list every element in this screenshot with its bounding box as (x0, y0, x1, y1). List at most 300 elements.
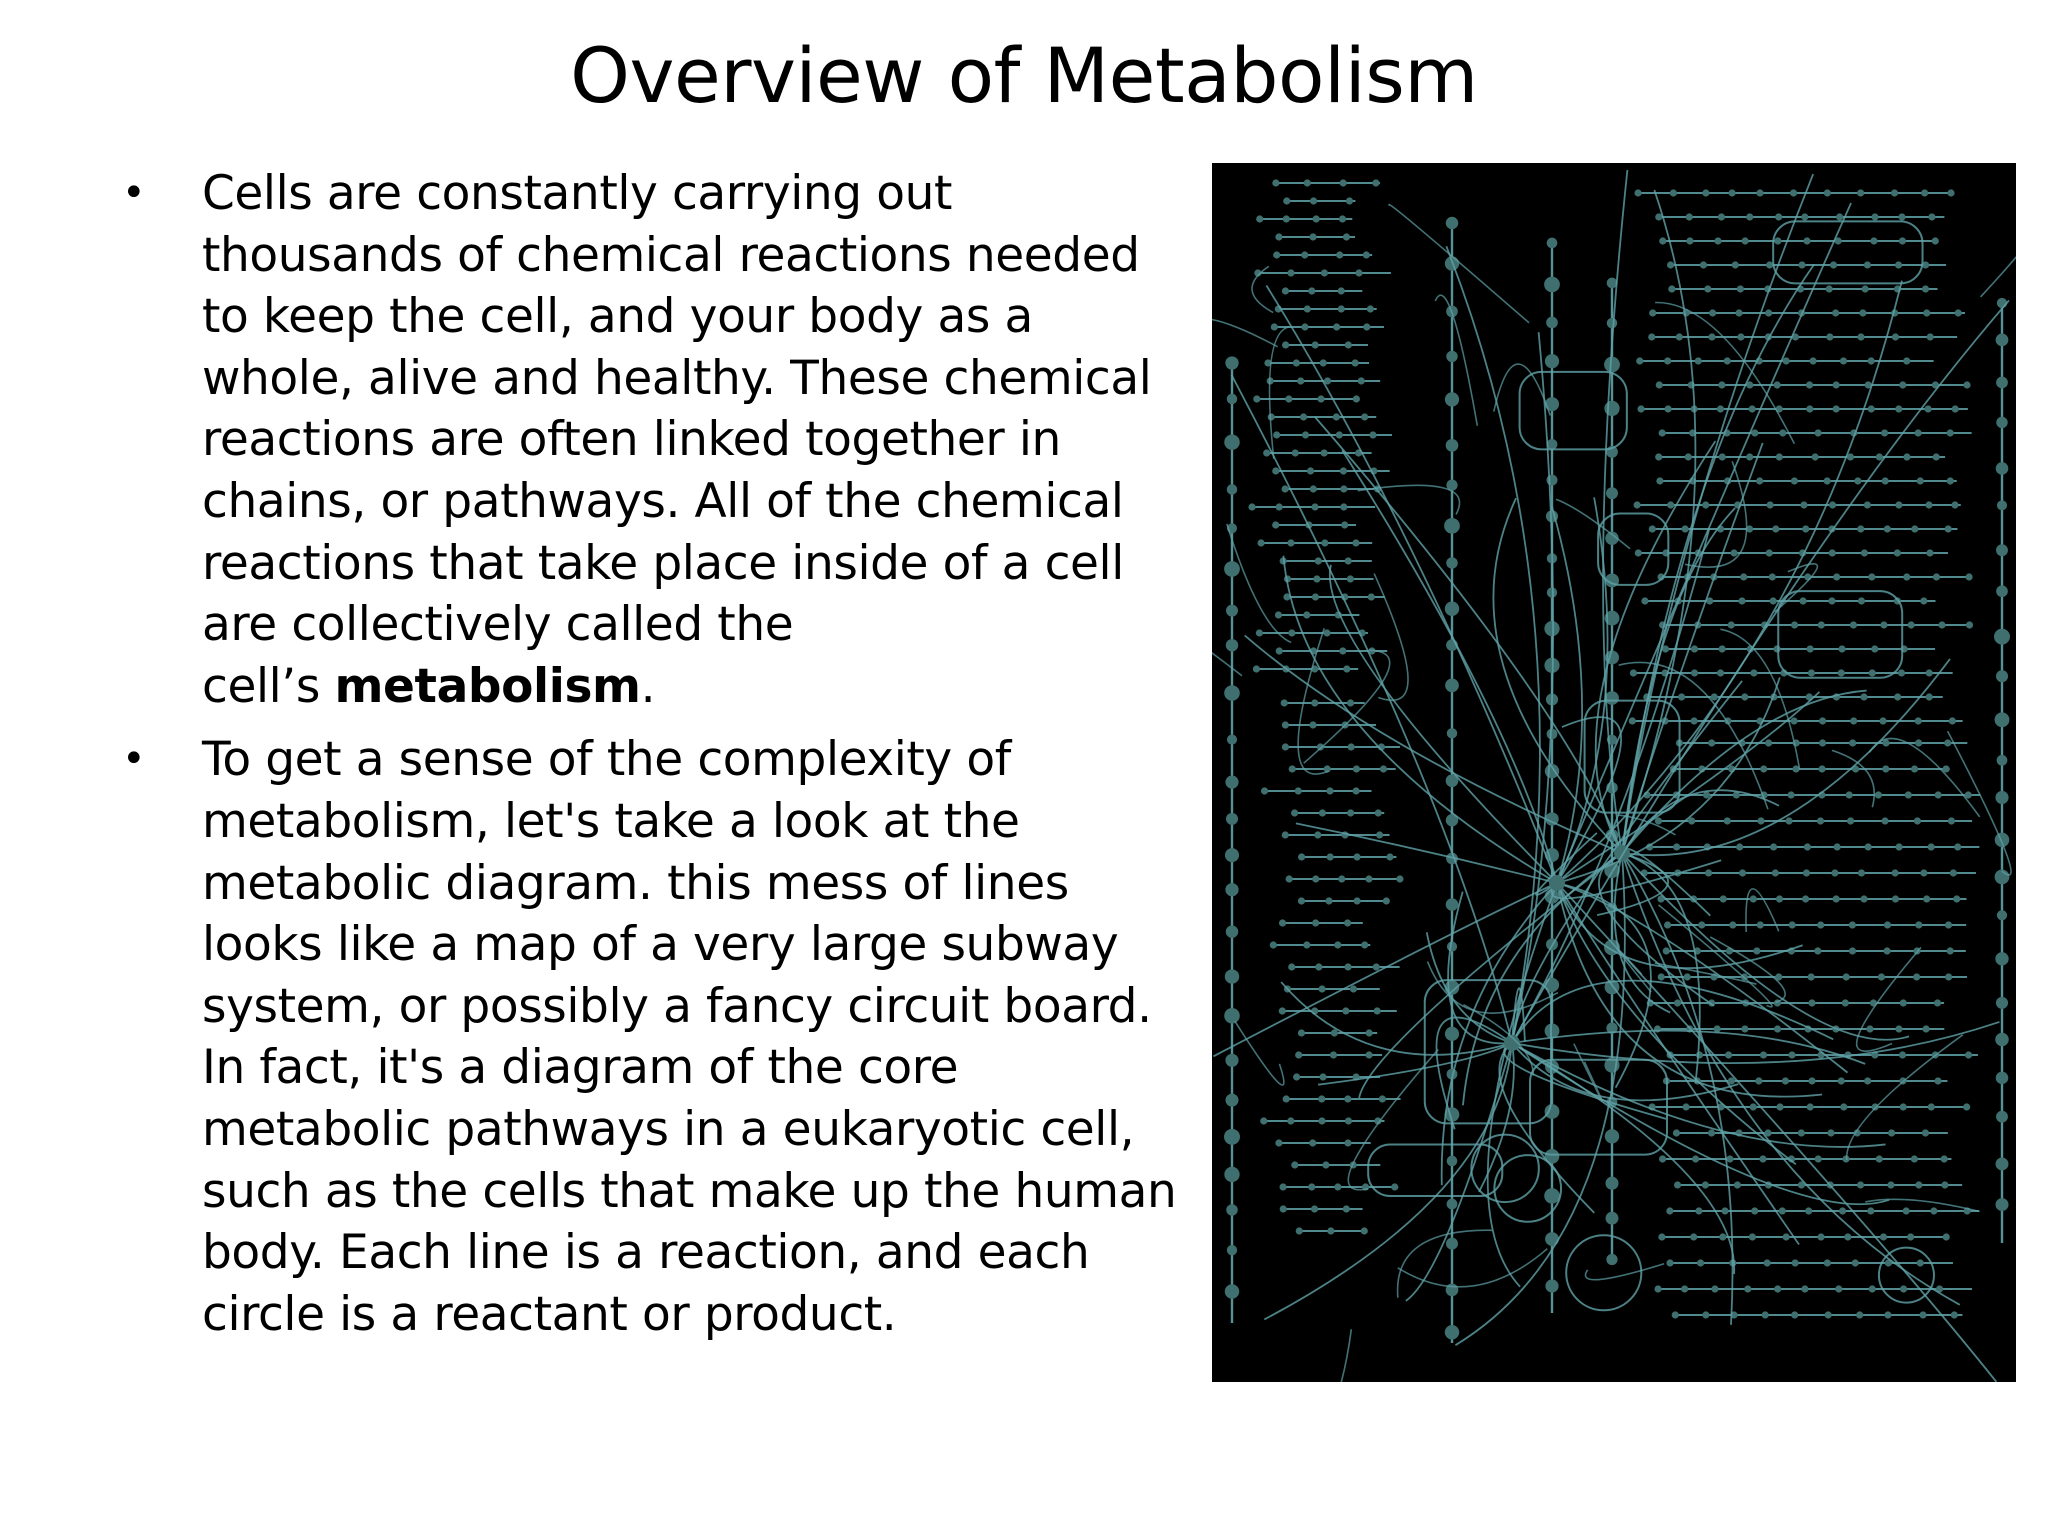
metabolite-node (1287, 269, 1294, 276)
metabolite-node (1300, 413, 1307, 420)
metabolite-node (1342, 1007, 1349, 1014)
metabolite-node (1447, 728, 1457, 738)
metabolite-node (1843, 973, 1850, 980)
metabolite-node (1314, 831, 1321, 838)
metabolite-node (1312, 341, 1319, 348)
metabolite-node (1839, 1207, 1846, 1214)
metabolite-node (1953, 895, 1960, 902)
bullet-text-prefix: cell’s (202, 658, 335, 714)
metabolite-node (1736, 843, 1743, 850)
metabolite-node (1735, 309, 1742, 316)
metabolite-node (1861, 549, 1868, 556)
metabolite-node (1798, 1129, 1805, 1136)
metabolite-node (1879, 717, 1886, 724)
metabolite-node (1880, 1233, 1887, 1240)
metabolite-node (1225, 356, 1238, 369)
metabolite-node (1996, 462, 2009, 475)
metabolite-node (1818, 621, 1825, 628)
metabolite-node (1995, 952, 2008, 965)
metabolite-node (1298, 897, 1305, 904)
metabolite-node (1827, 1129, 1834, 1136)
metabolite-node (1276, 647, 1283, 654)
metabolite-node (1310, 197, 1317, 204)
metabolite-node (1767, 501, 1774, 508)
metabolite-node (1923, 309, 1930, 316)
metabolite-node (1261, 787, 1268, 794)
metabolite-node (1824, 1259, 1831, 1266)
metabolite-node (1226, 1204, 1237, 1215)
bullet-text-line: such as the cells that make up the human (202, 1163, 1177, 1219)
reaction-curve (1446, 246, 1540, 1043)
metabolite-node (1739, 869, 1746, 876)
reaction-curve (1622, 659, 1950, 855)
metabolite-node (1253, 665, 1260, 672)
metabolite-node (1279, 919, 1286, 926)
metabolite-node (1340, 467, 1347, 474)
metabolite-node (1318, 1117, 1325, 1124)
metabolite-node (1248, 503, 1255, 510)
metabolite-node (1446, 351, 1457, 362)
metabolite-node (1833, 405, 1840, 412)
metabolite-node (1275, 233, 1282, 240)
metabolite-node (1947, 947, 1954, 954)
metabolite-node (1343, 233, 1350, 240)
metabolite-node (1852, 1259, 1859, 1266)
metabolite-node (1928, 1103, 1935, 1110)
metabolite-node (1353, 853, 1360, 860)
metabolite-node (1995, 791, 2008, 804)
metabolite-node (1870, 237, 1877, 244)
metabolite-node (1308, 1183, 1315, 1190)
metabolite-node (1750, 1103, 1757, 1110)
metabolite-node (1670, 189, 1677, 196)
metabolite-node (1891, 189, 1898, 196)
metabolite-node (1352, 539, 1359, 546)
bullet-icon: • (122, 736, 146, 783)
metabolite-node (1838, 669, 1845, 676)
pathway-cycle (1598, 514, 1668, 585)
metabolite-node (1317, 395, 1324, 402)
metabolite-node (1674, 1181, 1681, 1188)
metabolite-node (1327, 853, 1334, 860)
metabolite-node (1932, 237, 1939, 244)
metabolite-node (1446, 898, 1459, 911)
metabolite-node (1711, 693, 1718, 700)
metabolite-node (1445, 602, 1459, 616)
metabolite-node (1225, 883, 1238, 896)
metabolite-node (1350, 985, 1357, 992)
reaction-curve (1720, 629, 1799, 769)
metabolite-node (1864, 501, 1871, 508)
reaction-curve (1622, 691, 1867, 853)
metabolite-node (1340, 503, 1347, 510)
metabolite-node (1776, 895, 1783, 902)
metabolite-node (1380, 765, 1387, 772)
metabolite-node (1938, 621, 1945, 628)
metabolite-node (1318, 1095, 1325, 1102)
metabolite-node (1871, 213, 1878, 220)
metabolite-node (1996, 670, 2008, 682)
metabolite-node (1899, 1051, 1906, 1058)
metabolite-node (1276, 503, 1283, 510)
metabolite-node (1634, 501, 1641, 508)
metabolite-node (1900, 999, 1907, 1006)
metabolite-node (1934, 1077, 1941, 1084)
metabolite-node (1338, 305, 1345, 312)
metabolite-node (1772, 869, 1779, 876)
metabolite-node (1791, 717, 1798, 724)
metabolite-node (1702, 501, 1709, 508)
metabolite-node (1933, 573, 1940, 580)
metabolite-node (1718, 213, 1725, 220)
metabolite-node (1325, 897, 1332, 904)
metabolite-node (1373, 963, 1380, 970)
metabolite-node (1895, 405, 1902, 412)
metabolite-node (1270, 941, 1277, 948)
metabolite-node (1676, 333, 1683, 340)
bullet-text-line: body. Each line is a reaction, and each (202, 1225, 1090, 1281)
reaction-curve (1512, 1043, 1738, 1100)
reaction-curve (1857, 947, 1921, 1051)
metabolite-node (1225, 969, 1239, 983)
metabolite-node (1790, 189, 1797, 196)
metabolite-node (1311, 699, 1318, 706)
metabolite-node (1900, 1103, 1907, 1110)
metabolite-node (1344, 963, 1351, 970)
metabolite-node (1908, 621, 1915, 628)
metabolite-node (1376, 831, 1383, 838)
metabolite-node (1948, 817, 1955, 824)
metabolite-node (1996, 417, 2007, 428)
metabolite-node (1256, 215, 1263, 222)
metabolite-node (1344, 919, 1351, 926)
reaction-curve (1659, 905, 1772, 1007)
metabolite-node (1446, 557, 1458, 569)
metabolite-node (1333, 413, 1340, 420)
metabolite-node (1954, 843, 1961, 850)
metabolite-node (1824, 477, 1831, 484)
metabolite-node (1805, 1207, 1812, 1214)
metabolite-node (1850, 717, 1857, 724)
reaction-curve (1406, 1043, 1512, 1301)
metabolite-node (1292, 449, 1299, 456)
metabolite-node (1857, 525, 1864, 532)
metabolite-node (1629, 717, 1636, 724)
metabolite-node (1895, 261, 1902, 268)
reaction-curve (1556, 499, 1630, 549)
metabolite-node (1709, 309, 1716, 316)
metabolite-node (1271, 323, 1278, 330)
metabolite-node (1856, 1311, 1863, 1318)
metabolite-node (1348, 743, 1355, 750)
metabolite-node (1630, 669, 1637, 676)
metabolite-node (1686, 213, 1693, 220)
metabolite-node (1996, 1072, 2009, 1085)
metabolite-node (1800, 501, 1807, 508)
metabolite-node (1281, 485, 1288, 492)
metabolite-node (1696, 1051, 1703, 1058)
metabolite-node (1282, 287, 1289, 294)
metabolite-node (1319, 1073, 1326, 1080)
metabolite-node (1361, 413, 1368, 420)
metabolite-node (1684, 973, 1691, 980)
reaction-curve (1622, 853, 1733, 1325)
metabolite-node (1297, 377, 1304, 384)
metabolite-node (1911, 1155, 1918, 1162)
metabolite-node (1798, 261, 1805, 268)
metabolite-node (1903, 453, 1910, 460)
metabolite-node (1923, 895, 1930, 902)
metabolite-node (1363, 323, 1370, 330)
metabolite-node (1995, 833, 2010, 848)
metabolite-node (1374, 1007, 1381, 1014)
metabolite-node (1721, 1207, 1728, 1214)
metabolite-node (1352, 359, 1359, 366)
metabolite-node (1345, 341, 1352, 348)
metabolite-node (1318, 985, 1325, 992)
slide-title: Overview of Metabolism (570, 31, 1478, 120)
metabolite-node (1876, 453, 1883, 460)
metabolite-node (1789, 921, 1796, 928)
metabolite-node (1311, 1205, 1318, 1212)
metabolite-node (1343, 665, 1350, 672)
metabolite-node (1391, 1183, 1398, 1190)
metabolite-node (1900, 1285, 1907, 1292)
metabolite-node (1836, 213, 1843, 220)
pathway-cycle (1773, 221, 1922, 283)
metabolite-node (1312, 919, 1319, 926)
metabolite-node (1654, 1285, 1661, 1292)
metabolite-node (1997, 910, 2007, 920)
metabolite-node (1833, 573, 1840, 580)
metabolite-node (1728, 189, 1735, 196)
metabolite-node (1666, 1207, 1673, 1214)
metabolite-node (1717, 405, 1724, 412)
metabolite-node (1915, 717, 1922, 724)
metabolite-node (1762, 1311, 1769, 1318)
metabolite-node (1312, 875, 1319, 882)
metabolite-node (1275, 1139, 1282, 1146)
metabolite-node (1806, 381, 1813, 388)
metabolite-node (1307, 467, 1314, 474)
bullet-text-line: system, or possibly a fancy circuit board. (202, 978, 1152, 1034)
metabolite-node (1681, 1285, 1688, 1292)
reaction-curve (1585, 1264, 1664, 1280)
metabolite-node (1935, 791, 1942, 798)
metabolite-node (1659, 237, 1666, 244)
metabolite-node (1783, 357, 1790, 364)
metabolite-node (1854, 477, 1861, 484)
metabolite-node (1965, 573, 1972, 580)
metabolite-node (1846, 791, 1853, 798)
metabolite-node (1895, 843, 1902, 850)
metabolite-node (1925, 501, 1932, 508)
bullet-text-suffix: . (640, 658, 656, 714)
metabolite-node (1708, 333, 1715, 340)
metabolite-node (1867, 1207, 1874, 1214)
metabolite-node (1263, 449, 1270, 456)
metabolite-node (1774, 1025, 1781, 1032)
bullet-text-line: looks like a map of a very large subway (202, 917, 1119, 973)
metabolite-node (1730, 549, 1737, 556)
metabolite-node (1898, 213, 1905, 220)
metabolite-node (1333, 323, 1340, 330)
metabolite-node (1943, 1233, 1950, 1240)
metabolite-node (1779, 1207, 1786, 1214)
metabolite-node (1965, 1051, 1972, 1058)
metabolite-node (1830, 261, 1837, 268)
bullet-text-line: are collectively called the (202, 597, 794, 653)
metabolite-node (1668, 285, 1675, 292)
metabolite-node (1766, 549, 1773, 556)
metabolite-node (1997, 755, 2008, 766)
metabolite-node (1367, 305, 1374, 312)
metabolite-node (1322, 1161, 1329, 1168)
metabolite-node (1996, 377, 2008, 389)
metabolite-node (1674, 999, 1681, 1006)
metabolite-node (1336, 431, 1343, 438)
metabolite-node (1659, 429, 1666, 436)
metabolite-node (1315, 963, 1322, 970)
metabolite-node (1994, 629, 2010, 645)
metabolite-node (1698, 921, 1705, 928)
metabolite-node (1273, 431, 1280, 438)
metabolite-node (1903, 1207, 1910, 1214)
metabolite-node (1604, 357, 1620, 373)
metabolite-node (1915, 739, 1922, 746)
metabolite-node (1665, 405, 1672, 412)
metabolite-node (1365, 875, 1372, 882)
metabolite-node (1920, 597, 1927, 604)
metabolite-node (1818, 765, 1825, 772)
metabolite-node (1878, 973, 1885, 980)
reaction-curve (1212, 319, 1278, 357)
metabolite-node (1547, 729, 1558, 740)
metabolite-node (1922, 285, 1929, 292)
metabolite-node (1635, 549, 1642, 556)
metabolite-node (1947, 477, 1954, 484)
metabolite-node (1702, 189, 1709, 196)
metabolite-node (1759, 1155, 1766, 1162)
metabolite-node (1308, 287, 1315, 294)
metabolite-node (1817, 1233, 1824, 1240)
metabolite-node (1257, 539, 1264, 546)
reaction-curve (1398, 1249, 1548, 1287)
metabolite-node (1656, 381, 1663, 388)
metabolite-node (1812, 453, 1819, 460)
reaction-curve (1512, 1043, 1889, 1204)
metabolite-node (1301, 323, 1308, 330)
metabolite-node (1446, 439, 1459, 452)
metabolite-node (1296, 1227, 1303, 1234)
reaction-curve (1557, 883, 1822, 1097)
metabolite-node (1860, 693, 1867, 700)
metabolite-node (1826, 333, 1833, 340)
metabolite-node (1734, 1181, 1741, 1188)
metabolite-node (1996, 544, 2008, 556)
metabolite-node (1941, 1155, 1948, 1162)
metabolite-node (1996, 1111, 2008, 1123)
metabolite-node (1833, 381, 1840, 388)
metabolic-pathways-diagram (1212, 163, 2016, 1382)
metabolite-node (1922, 1129, 1929, 1136)
bullet-item-metabolic-diagram (118, 729, 1188, 1345)
metabolite-node (1283, 197, 1290, 204)
metabolite-node (1347, 575, 1354, 582)
metabolite-node (1396, 875, 1403, 882)
metabolite-node (1945, 921, 1952, 928)
metabolite-node (1282, 743, 1289, 750)
metabolite-node (1279, 1183, 1286, 1190)
metabolite-node (1756, 477, 1763, 484)
reaction-curve (1869, 738, 1979, 816)
metabolite-node (1339, 647, 1346, 654)
metabolite-node (1826, 285, 1833, 292)
metabolite-node (1914, 817, 1921, 824)
bold-term-metabolism: metabolism (334, 658, 641, 714)
metabolite-node (1353, 765, 1360, 772)
metabolite-node (1788, 1051, 1795, 1058)
bullet-text-line: To get a sense of the complexity of (202, 732, 1011, 788)
metabolite-node (1666, 1259, 1673, 1266)
metabolite-node (1868, 405, 1875, 412)
metabolite-node (1321, 449, 1328, 456)
metabolite-node (1746, 453, 1753, 460)
metabolite-node (1871, 645, 1878, 652)
metabolite-node (1664, 921, 1671, 928)
bullet-text-line: circle is a reactant or product. (202, 1286, 897, 1342)
metabolite-node (1719, 1233, 1726, 1240)
metabolite-node (1287, 1117, 1294, 1124)
metabolite-node (1996, 585, 2008, 597)
metabolite-node (1691, 645, 1698, 652)
metabolite-node (1774, 381, 1781, 388)
metabolite-node (1605, 1129, 1619, 1143)
metabolite-node (1291, 809, 1298, 816)
metabolite-node (1881, 429, 1888, 436)
metabolite-node (1742, 237, 1749, 244)
reaction-curve (1283, 556, 1557, 883)
metabolite-node (1775, 213, 1782, 220)
metabolite-node (1997, 500, 2007, 510)
metabolite-node (1224, 434, 1240, 450)
metabolite-node (1995, 1033, 2008, 1046)
metabolite-node (1996, 333, 2009, 346)
metabolite-node (1368, 593, 1375, 600)
metabolite-node (1866, 1025, 1873, 1032)
metabolite-node (1655, 817, 1662, 824)
metabolite-node (1658, 1233, 1665, 1240)
metabolite-node (1637, 405, 1644, 412)
metabolite-node (1842, 999, 1849, 1006)
metabolite-node (1875, 791, 1882, 798)
metabolite-node (1882, 477, 1889, 484)
metabolite-node (1711, 1285, 1718, 1292)
metabolite-node (1915, 429, 1922, 436)
metabolite-node (1344, 1139, 1351, 1146)
metabolite-node (1963, 381, 1970, 388)
metabolite-node (1835, 1285, 1842, 1292)
metabolite-node (1320, 359, 1327, 366)
metabolite-node (1809, 357, 1816, 364)
metabolite-node (1773, 645, 1780, 652)
metabolite-node (1930, 1207, 1937, 1214)
metabolite-node (1663, 947, 1670, 954)
bullet-text-line: metabolic pathways in a eukaryotic cell, (202, 1101, 1135, 1157)
metabolite-hub-node (1549, 875, 1565, 891)
metabolite-node (1911, 765, 1918, 772)
metabolite-node (1445, 1027, 1459, 1041)
